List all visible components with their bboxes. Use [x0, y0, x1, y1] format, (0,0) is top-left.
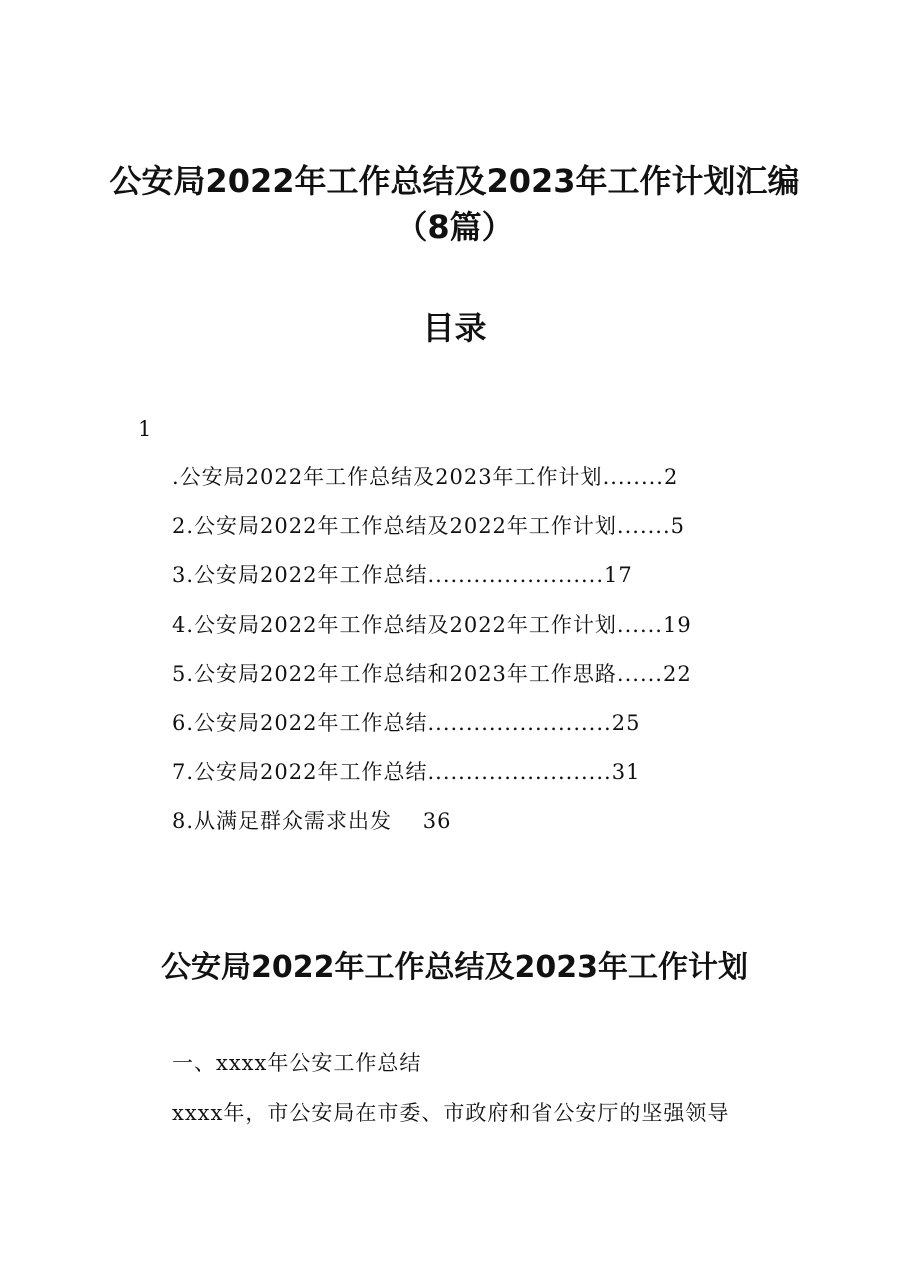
toc-item-text: 2.公安局2022年工作总结及2022年工作计划 [172, 514, 617, 539]
toc-item[interactable] [172, 755, 756, 804]
toc-item-text: 4.公安局2022年工作总结及2022年工作计划 [172, 612, 617, 637]
table-of-contents [172, 460, 756, 854]
toc-item-text: .公安局2022年工作总结及2023年工作计划 [172, 465, 603, 489]
toc-item-text: 6.公安局2022年工作总结 [172, 710, 428, 735]
toc-item-leader: ........................ [427, 760, 612, 785]
toc-item-leader: ....................... [427, 563, 605, 588]
toc-heading: 目录 [422, 309, 487, 347]
toc-item[interactable] [172, 608, 756, 657]
toc-item[interactable] [172, 657, 756, 706]
section-subheading: 一、xxxx年公安工作总结 [172, 1051, 422, 1075]
toc-item-leader: ........ [602, 465, 664, 489]
toc-item-text: 7.公安局2022年工作总结 [172, 760, 428, 785]
toc-item-leader: ....... [616, 514, 671, 539]
document-title: 公安局2022年工作总结及2023年工作计划汇编（8篇） [109, 162, 800, 246]
toc-item-page: 5 [670, 514, 686, 539]
toc-item-page: 36 [422, 809, 452, 834]
toc-item-page: 17 [604, 563, 633, 588]
toc-item[interactable] [172, 460, 756, 509]
toc-item-page: 2 [663, 465, 679, 489]
section-title: 公安局2022年工作总结及2023年工作计划 [161, 950, 748, 985]
toc-item-page: 22 [662, 661, 692, 686]
body-paragraph: xxxx年，市公安局在市委、市政府和省公安厅的坚强领导 [172, 1101, 730, 1125]
toc-item[interactable] [172, 804, 756, 853]
toc-item-leader: ........................ [427, 710, 612, 735]
toc-item-leader: ...... [616, 661, 663, 686]
toc-item[interactable] [172, 558, 756, 607]
toc-item-text: 3.公安局2022年工作总结 [172, 563, 428, 588]
toc-stray-number: 1 [138, 417, 152, 441]
toc-item-leader [392, 809, 423, 833]
toc-item-text: 8.从满足群众需求出发 [172, 809, 393, 834]
toc-item-page: 25 [611, 710, 641, 735]
toc-item-page: 31 [611, 760, 641, 785]
toc-item[interactable] [172, 509, 756, 558]
toc-item[interactable] [172, 706, 756, 755]
toc-item-text: 5.公安局2022年工作总结和2023年工作思路 [172, 661, 617, 686]
toc-item-page: 19 [662, 612, 692, 637]
toc-item-leader: ...... [616, 612, 663, 637]
